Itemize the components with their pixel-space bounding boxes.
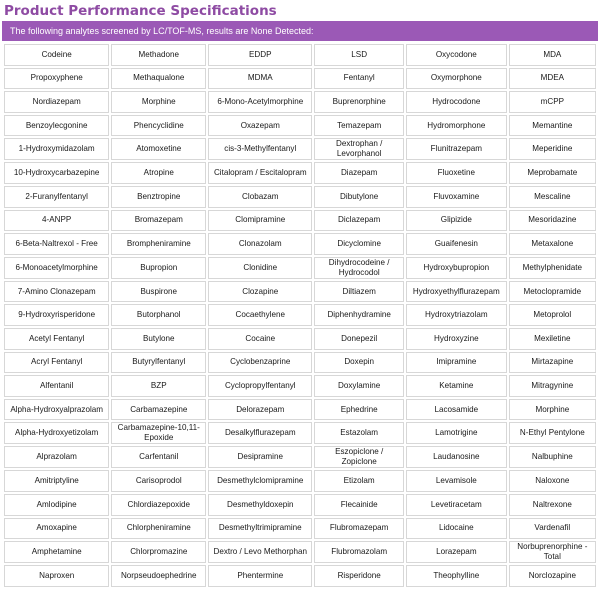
analyte-cell: Phentermine — [208, 565, 312, 587]
analyte-cell: Bupropion — [111, 257, 206, 279]
table-row — [4, 446, 596, 468]
analyte-cell: Doxylamine — [314, 375, 404, 397]
analyte-cell: Doxepin — [314, 352, 404, 374]
analyte-cell: Butylone — [111, 328, 206, 350]
analyte-cell: Citalopram / Escitalopram — [208, 162, 312, 184]
analyte-cell: Mirtazapine — [509, 352, 596, 374]
analyte-cell: Memantine — [509, 115, 596, 137]
analyte-cell: Flubromazolam — [314, 541, 404, 563]
analyte-cell: 6-Beta-Naltrexol - Free — [4, 233, 109, 255]
analyte-cell: Donepezil — [314, 328, 404, 350]
analyte-cell: Alpha-Hydroxyalprazolam — [4, 399, 109, 421]
analyte-cell: Levamisole — [406, 470, 507, 492]
analyte-cell: Butyrylfentanyl — [111, 352, 206, 374]
analyte-cell: mCPP — [509, 91, 596, 113]
table-row — [4, 518, 596, 540]
analyte-cell: Estazolam — [314, 422, 404, 444]
analyte-cell: Norbuprenorphine - Total — [509, 541, 596, 563]
table-row — [4, 399, 596, 421]
table-row — [4, 494, 596, 516]
analyte-cell: Amoxapine — [4, 518, 109, 540]
analyte-cell: Meprobamate — [509, 162, 596, 184]
table-row — [4, 375, 596, 397]
analyte-cell: Mexiletine — [509, 328, 596, 350]
analyte-cell: Alprazolam — [4, 446, 109, 468]
analyte-cell: Hydroxytriazolam — [406, 304, 507, 326]
analyte-cell: N-Ethyl Pentylone — [509, 422, 596, 444]
analyte-cell: Vardenafil — [509, 518, 596, 540]
analyte-cell: Mescaline — [509, 186, 596, 208]
analyte-cell: 4-ANPP — [4, 210, 109, 232]
analyte-cell: Atomoxetine — [111, 138, 206, 160]
analyte-cell: Ketamine — [406, 375, 507, 397]
analyte-cell: 10-Hydroxycarbazepine — [4, 162, 109, 184]
analyte-cell: Buprenorphine — [314, 91, 404, 113]
analyte-cell: Amitriptyline — [4, 470, 109, 492]
table-row — [4, 186, 596, 208]
table-row — [4, 91, 596, 113]
analyte-cell: Hydroxybupropion — [406, 257, 507, 279]
analyte-cell: Oxymorphone — [406, 68, 507, 90]
analyte-cell: Desalkylflurazepam — [208, 422, 312, 444]
analyte-cell: Delorazepam — [208, 399, 312, 421]
analyte-cell: Nordiazepam — [4, 91, 109, 113]
analyte-cell: Dextro / Levo Methorphan — [208, 541, 312, 563]
analyte-cell: Cocaine — [208, 328, 312, 350]
analyte-cell: Levetiracetam — [406, 494, 507, 516]
analyte-cell: Oxycodone — [406, 44, 507, 66]
analyte-cell: Alpha-Hydroxyetizolam — [4, 422, 109, 444]
analyte-cell: 2-Furanylfentanyl — [4, 186, 109, 208]
analyte-cell: Butorphanol — [111, 304, 206, 326]
analyte-cell: Amphetamine — [4, 541, 109, 563]
analyte-cell: Acetyl Fentanyl — [4, 328, 109, 350]
analyte-cell: Risperidone — [314, 565, 404, 587]
table-row — [4, 162, 596, 184]
analyte-cell: Desipramine — [208, 446, 312, 468]
analyte-cell: MDEA — [509, 68, 596, 90]
table-row — [4, 115, 596, 137]
analyte-cell: Flubromazepam — [314, 518, 404, 540]
analyte-cell: 6-Mono-Acetylmorphine — [208, 91, 312, 113]
analyte-cell: Diclazepam — [314, 210, 404, 232]
analyte-cell: Nalbuphine — [509, 446, 596, 468]
analyte-cell: Chlordiazepoxide — [111, 494, 206, 516]
analyte-cell: Clonazolam — [208, 233, 312, 255]
analyte-cell: Diphenhydramine — [314, 304, 404, 326]
analyte-cell: Etizolam — [314, 470, 404, 492]
analyte-cell: Desmethyldoxepin — [208, 494, 312, 516]
analytes-table-body — [4, 44, 596, 587]
analyte-cell: Chlorpheniramine — [111, 518, 206, 540]
analyte-cell: Theophylline — [406, 565, 507, 587]
analyte-cell: Guaifenesin — [406, 233, 507, 255]
analyte-cell: Acryl Fentanyl — [4, 352, 109, 374]
analyte-cell: 7-Amino Clonazepam — [4, 281, 109, 303]
analyte-cell: Desmethyltrimipramine — [208, 518, 312, 540]
analyte-cell: Hydrocodone — [406, 91, 507, 113]
analyte-cell: Benztropine — [111, 186, 206, 208]
table-row — [4, 470, 596, 492]
analyte-cell: Norpseudoephedrine — [111, 565, 206, 587]
analyte-cell: Metoclopramide — [509, 281, 596, 303]
analyte-cell: Hydroxyethylflurazepam — [406, 281, 507, 303]
analyte-cell: Naloxone — [509, 470, 596, 492]
analyte-cell: Lamotrigine — [406, 422, 507, 444]
analyte-cell: Codeine — [4, 44, 109, 66]
analyte-cell: Metoprolol — [509, 304, 596, 326]
analyte-cell: Lidocaine — [406, 518, 507, 540]
analyte-cell: Cyclopropylfentanyl — [208, 375, 312, 397]
analyte-cell: Benzoylecgonine — [4, 115, 109, 137]
analyte-cell: 1-Hydroxymidazolam — [4, 138, 109, 160]
analyte-cell: Morphine — [509, 399, 596, 421]
section-banner: The following analytes screened by LC/TOF-MS, results are None Detected: — [2, 21, 598, 41]
analyte-cell: Alfentanil — [4, 375, 109, 397]
analyte-cell: Dibutylone — [314, 186, 404, 208]
table-row — [4, 68, 596, 90]
table-row — [4, 304, 596, 326]
analyte-cell: Hydromorphone — [406, 115, 507, 137]
analyte-cell: Flecainide — [314, 494, 404, 516]
analyte-cell: Clobazam — [208, 186, 312, 208]
analyte-cell: Imipramine — [406, 352, 507, 374]
analyte-cell: Diazepam — [314, 162, 404, 184]
analyte-cell: Phencyclidine — [111, 115, 206, 137]
analyte-cell: 9-Hydroxyrisperidone — [4, 304, 109, 326]
analyte-cell: cis-3-Methylfentanyl — [208, 138, 312, 160]
analyte-cell: Desmethylclomipramine — [208, 470, 312, 492]
analyte-cell: 6-Monoacetylmorphine — [4, 257, 109, 279]
analyte-cell: Methadone — [111, 44, 206, 66]
analyte-cell: Fentanyl — [314, 68, 404, 90]
table-row — [4, 233, 596, 255]
analyte-cell: Clonidine — [208, 257, 312, 279]
analyte-cell: Dextrophan / Levorphanol — [314, 138, 404, 160]
table-row — [4, 422, 596, 444]
analyte-cell: Laudanosine — [406, 446, 507, 468]
analyte-cell: Carfentanil — [111, 446, 206, 468]
analyte-cell: Oxazepam — [208, 115, 312, 137]
analyte-cell: Bromazepam — [111, 210, 206, 232]
analyte-cell: Methylphenidate — [509, 257, 596, 279]
analyte-cell: Metaxalone — [509, 233, 596, 255]
page-title: Product Performance Specifications — [4, 3, 277, 19]
analyte-cell: Norclozapine — [509, 565, 596, 587]
table-row — [4, 541, 596, 563]
analyte-cell: Buspirone — [111, 281, 206, 303]
analyte-cell: Chlorpromazine — [111, 541, 206, 563]
table-row — [4, 44, 596, 66]
analyte-cell: Ephedrine — [314, 399, 404, 421]
analyte-cell: Lorazepam — [406, 541, 507, 563]
analyte-cell: Amlodipine — [4, 494, 109, 516]
analyte-cell: Hydroxyzine — [406, 328, 507, 350]
analyte-cell: Glipizide — [406, 210, 507, 232]
analyte-cell: Mesoridazine — [509, 210, 596, 232]
table-row — [4, 328, 596, 350]
analyte-cell: MDA — [509, 44, 596, 66]
analyte-cell: Lacosamide — [406, 399, 507, 421]
analyte-cell: Clomipramine — [208, 210, 312, 232]
analyte-cell: Cyclobenzaprine — [208, 352, 312, 374]
analyte-cell: Carbamazepine-10,11-Epoxide — [111, 422, 206, 444]
analyte-cell: LSD — [314, 44, 404, 66]
analyte-cell: Fluoxetine — [406, 162, 507, 184]
table-row — [4, 352, 596, 374]
analyte-cell: Morphine — [111, 91, 206, 113]
table-row — [4, 138, 596, 160]
analyte-cell: Naltrexone — [509, 494, 596, 516]
analyte-cell: Carisoprodol — [111, 470, 206, 492]
table-row — [4, 210, 596, 232]
table-row — [4, 281, 596, 303]
analyte-cell: Diltiazem — [314, 281, 404, 303]
analyte-cell: Eszopiclone / Zopiclone — [314, 446, 404, 468]
analyte-cell: EDDP — [208, 44, 312, 66]
analyte-cell: Temazepam — [314, 115, 404, 137]
analyte-cell: BZP — [111, 375, 206, 397]
analyte-cell: Naproxen — [4, 565, 109, 587]
analyte-cell: Fluvoxamine — [406, 186, 507, 208]
analytes-table — [2, 42, 598, 589]
analyte-cell: Clozapine — [208, 281, 312, 303]
analyte-cell: Atropine — [111, 162, 206, 184]
analyte-cell: Propoxyphene — [4, 68, 109, 90]
analyte-cell: Cocaethylene — [208, 304, 312, 326]
table-row — [4, 565, 596, 587]
analyte-cell: Mitragynine — [509, 375, 596, 397]
analyte-cell: Meperidine — [509, 138, 596, 160]
analyte-cell: Dicyclomine — [314, 233, 404, 255]
analyte-cell: Dihydrocodeine / Hydrocodol — [314, 257, 404, 279]
analyte-cell: Brompheniramine — [111, 233, 206, 255]
table-row — [4, 257, 596, 279]
analyte-cell: Methaqualone — [111, 68, 206, 90]
analyte-cell: Flunitrazepam — [406, 138, 507, 160]
analyte-cell: Carbamazepine — [111, 399, 206, 421]
analyte-cell: MDMA — [208, 68, 312, 90]
